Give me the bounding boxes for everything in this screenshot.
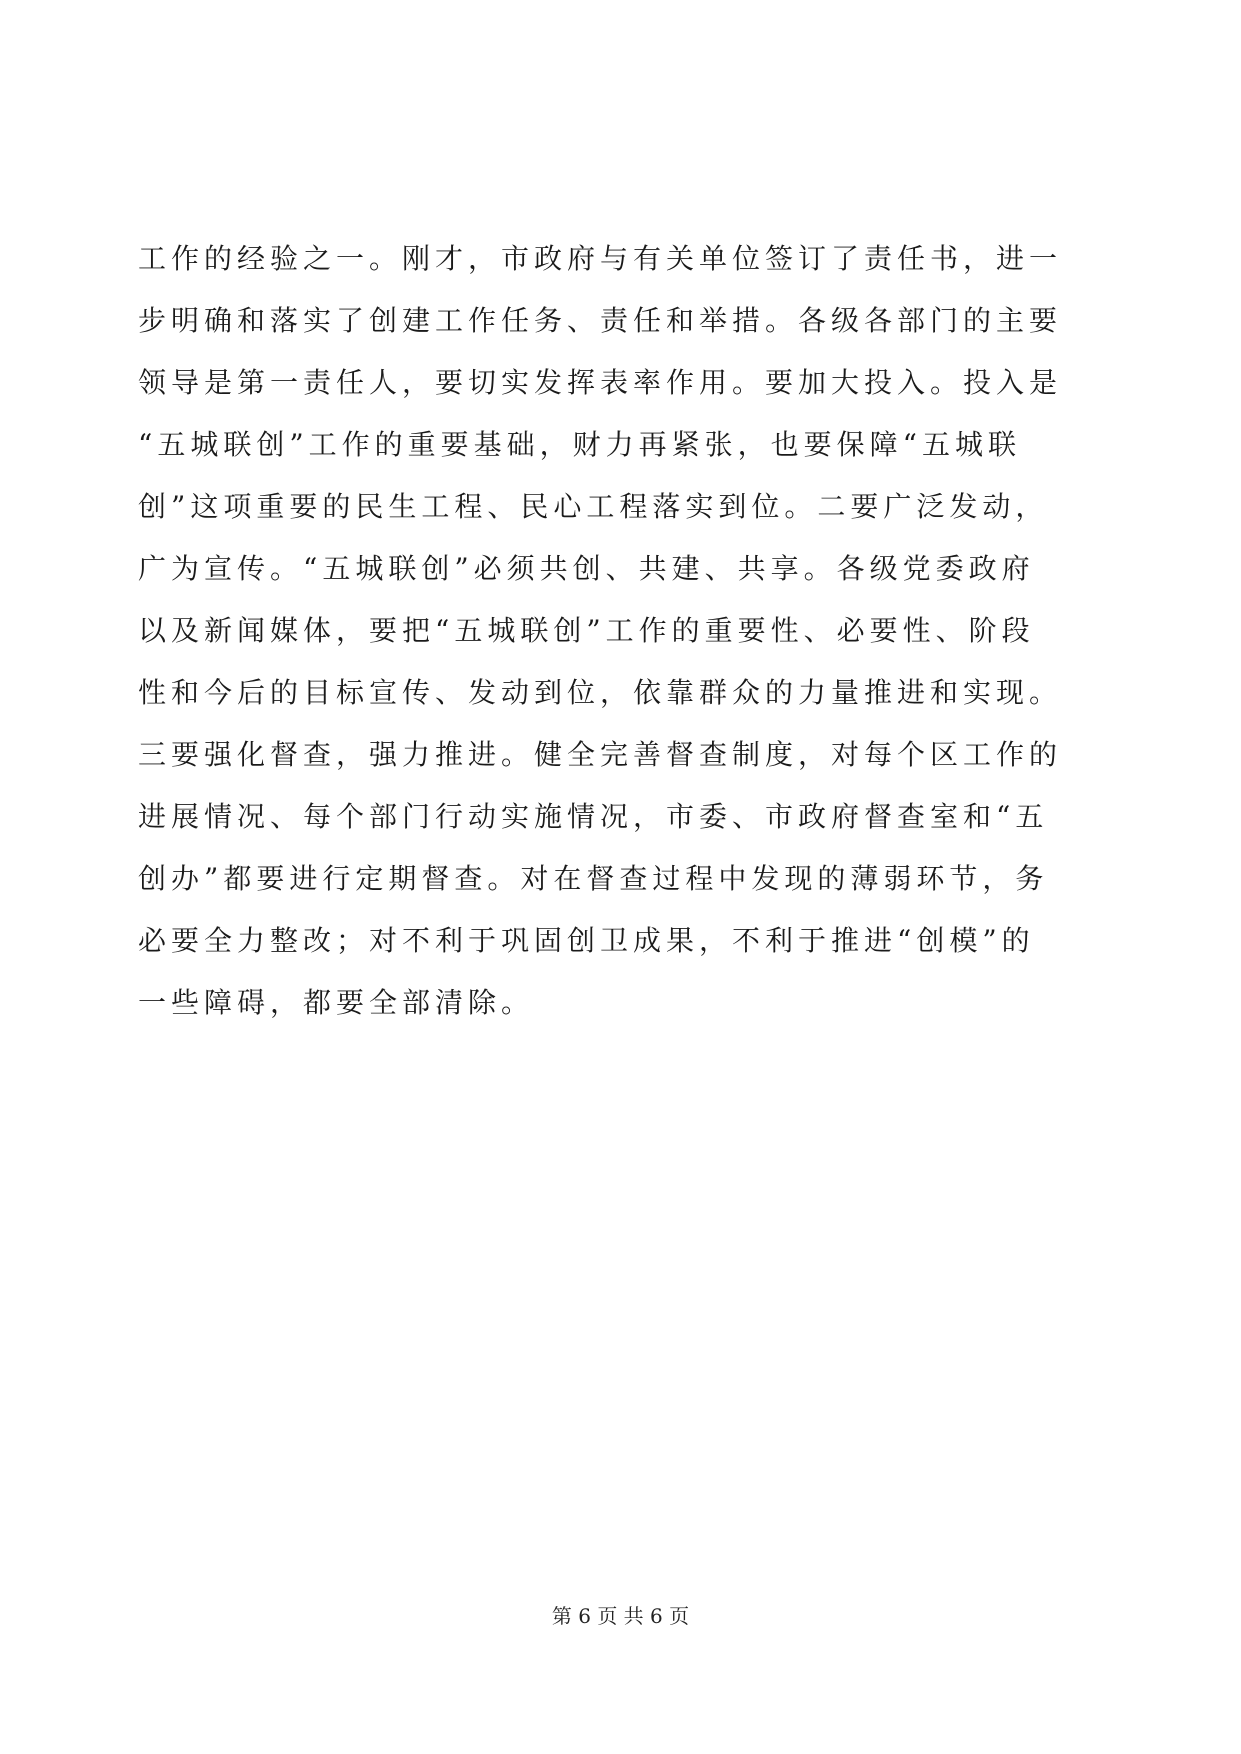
text-line: “五城联创”工作的重要基础，财力再紧张，也要保障“五城联 — [138, 428, 1021, 461]
text-line: 一些障碍，都要全部清除。 — [138, 986, 535, 1019]
text-line: 三要强化督查，强力推进。健全完善督查制度，对每个区工作的 — [138, 738, 1063, 771]
body-paragraph — [138, 228, 1098, 1034]
text-line: 步明确和落实了创建工作任务、责任和举措。各级各部门的主要 — [138, 304, 1063, 337]
text-line: 必要全力整改；对不利于巩固创卫成果，不利于推进“创模”的 — [138, 924, 1035, 957]
page-number-footer: 第 6 页 共 6 页 — [551, 1604, 690, 1628]
text-line: 性和今后的目标宣传、发动到位，依靠群众的力量推进和实现。 — [138, 676, 1063, 709]
text-line: 以及新闻媒体，要把“五城联创”工作的重要性、必要性、阶段 — [138, 614, 1035, 647]
text-line: 广为宣传。“五城联创”必须共创、共建、共享。各级党委政府 — [138, 552, 1035, 585]
text-line: 创办”都要进行定期督查。对在督查过程中发现的薄弱环节，务 — [138, 862, 1049, 895]
text-line: 工作的经验之一。刚才，市政府与有关单位签订了责任书，进一 — [138, 242, 1063, 275]
text-line: 创”这项重要的民生工程、民心工程落实到位。二要广泛发动， — [138, 490, 1049, 523]
text-line: 进展情况、每个部门行动实施情况，市委、市政府督查室和“五 — [138, 800, 1049, 833]
text-line: 领导是第一责任人，要切实发挥表率作用。要加大投入。投入是 — [138, 366, 1063, 399]
